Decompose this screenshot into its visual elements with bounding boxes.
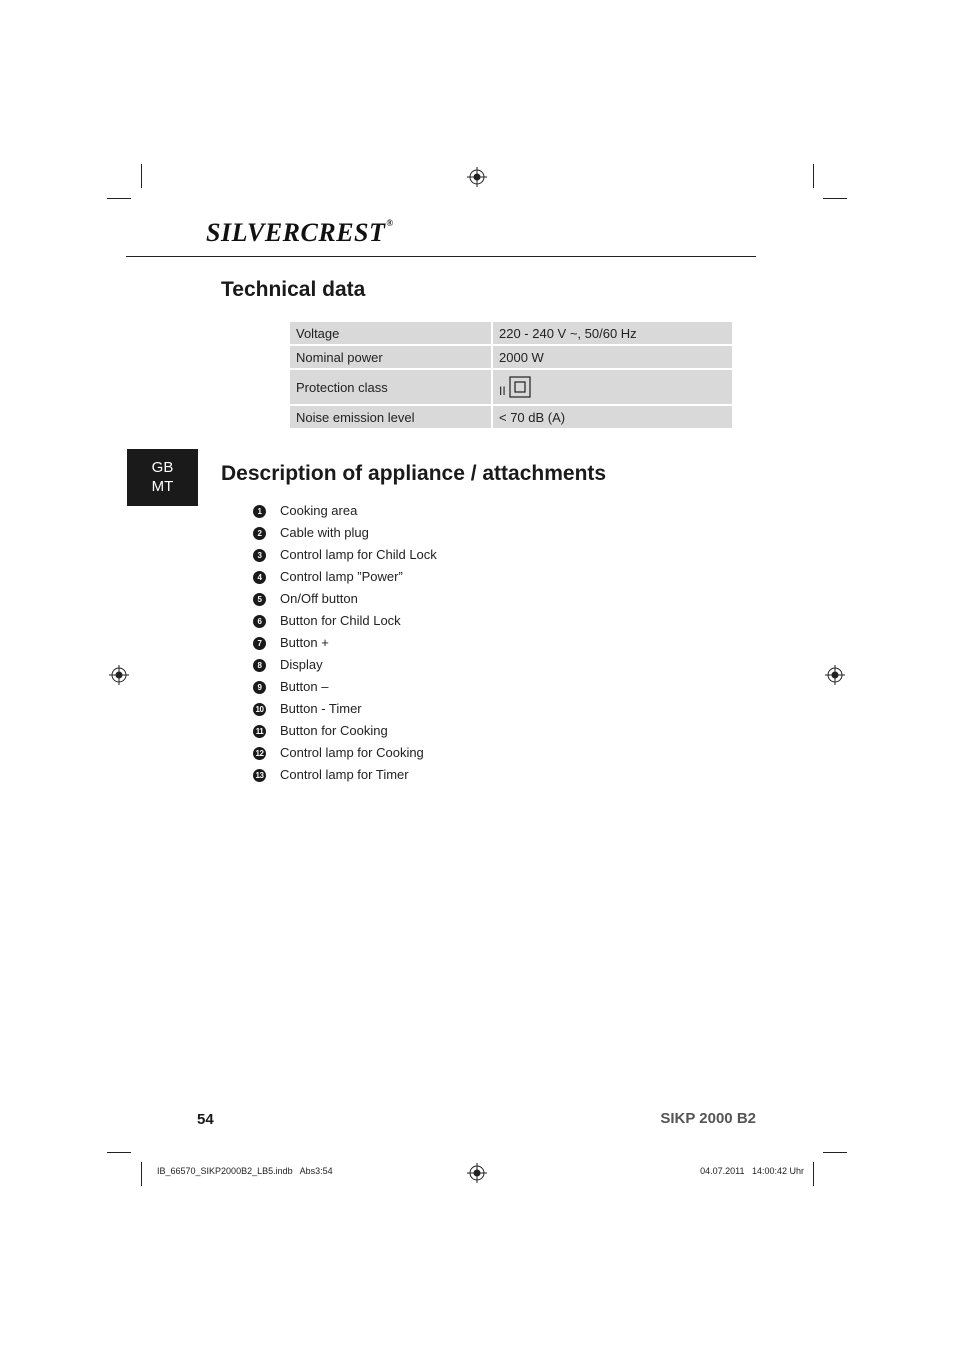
list-item bbox=[253, 544, 437, 566]
list-item bbox=[253, 720, 437, 742]
item-number-badge: 11 bbox=[253, 725, 266, 738]
item-number-badge: 5 bbox=[253, 593, 266, 606]
brand-logo-text: SILVERCREST bbox=[206, 218, 386, 247]
item-label: Button + bbox=[280, 635, 329, 650]
item-label: Button - Timer bbox=[280, 701, 362, 716]
brand-logo bbox=[206, 218, 394, 248]
item-label: Control lamp for Cooking bbox=[280, 745, 424, 760]
item-label: Button for Child Lock bbox=[280, 613, 401, 628]
item-label: Cable with plug bbox=[280, 525, 369, 540]
item-label: On/Off button bbox=[280, 591, 358, 606]
registered-mark: ® bbox=[386, 218, 394, 228]
spec-value: 2000 W bbox=[493, 346, 732, 370]
table-row bbox=[290, 346, 732, 370]
page-number: 54 bbox=[197, 1111, 214, 1128]
item-number-badge: 3 bbox=[253, 549, 266, 562]
list-item bbox=[253, 654, 437, 676]
crop-mark bbox=[813, 164, 814, 188]
technical-data-table bbox=[290, 322, 732, 430]
item-number-badge: 12 bbox=[253, 747, 266, 760]
crop-mark bbox=[141, 1162, 142, 1186]
file-slug: IB_66570_SIKP2000B2_LB5.indb Abs3:54 bbox=[157, 1166, 333, 1176]
item-label: Control lamp for Timer bbox=[280, 767, 409, 782]
spec-value-cell bbox=[493, 370, 732, 406]
item-label: Button for Cooking bbox=[280, 723, 388, 738]
item-number-badge: 13 bbox=[253, 769, 266, 782]
list-item bbox=[253, 610, 437, 632]
spec-value: II bbox=[499, 384, 506, 398]
spec-label: Noise emission level bbox=[290, 406, 493, 430]
list-item bbox=[253, 698, 437, 720]
language-code: GB bbox=[151, 459, 174, 476]
language-tab bbox=[127, 449, 198, 506]
spec-label: Nominal power bbox=[290, 346, 493, 370]
list-item bbox=[253, 632, 437, 654]
technical-data-heading: Technical data bbox=[221, 278, 366, 301]
list-item bbox=[253, 676, 437, 698]
model-name: SIKP 2000 B2 bbox=[660, 1110, 756, 1127]
spec-label: Voltage bbox=[290, 322, 493, 346]
protection-class-ii-icon bbox=[509, 376, 531, 398]
item-number-badge: 6 bbox=[253, 615, 266, 628]
item-number-badge: 9 bbox=[253, 681, 266, 694]
print-timestamp: 04.07.2011 14:00:42 Uhr bbox=[700, 1166, 804, 1176]
item-label: Control lamp ”Power” bbox=[280, 569, 403, 584]
registration-mark-icon bbox=[467, 1163, 487, 1183]
crop-mark bbox=[141, 164, 142, 188]
crop-mark bbox=[107, 1152, 131, 1153]
spec-value: < 70 dB (A) bbox=[493, 406, 732, 430]
crop-mark bbox=[107, 198, 131, 199]
list-item bbox=[253, 500, 437, 522]
registration-mark-icon bbox=[109, 665, 129, 685]
item-label: Control lamp for Child Lock bbox=[280, 547, 437, 562]
item-number-badge: 2 bbox=[253, 527, 266, 540]
spec-label: Protection class bbox=[290, 370, 493, 406]
language-code: MT bbox=[151, 478, 174, 495]
registration-mark-icon bbox=[467, 167, 487, 187]
table-row bbox=[290, 406, 732, 430]
item-label: Button – bbox=[280, 679, 329, 694]
list-item bbox=[253, 764, 437, 786]
header-rule bbox=[126, 256, 756, 257]
spec-value: 220 - 240 V ~, 50/60 Hz bbox=[493, 322, 732, 346]
item-number-badge: 4 bbox=[253, 571, 266, 584]
crop-mark bbox=[823, 198, 847, 199]
item-label: Display bbox=[280, 657, 323, 672]
list-item bbox=[253, 566, 437, 588]
crop-mark bbox=[823, 1152, 847, 1153]
item-number-badge: 1 bbox=[253, 505, 266, 518]
description-heading: Description of appliance / attachments bbox=[221, 462, 607, 485]
list-item bbox=[253, 742, 437, 764]
item-label: Cooking area bbox=[280, 503, 358, 518]
item-number-badge: 10 bbox=[253, 703, 266, 716]
item-number-badge: 7 bbox=[253, 637, 266, 650]
parts-list bbox=[253, 500, 437, 786]
table-row bbox=[290, 370, 732, 406]
registration-mark-icon bbox=[825, 665, 845, 685]
list-item bbox=[253, 588, 437, 610]
table-row bbox=[290, 322, 732, 346]
crop-mark bbox=[813, 1162, 814, 1186]
item-number-badge: 8 bbox=[253, 659, 266, 672]
list-item bbox=[253, 522, 437, 544]
